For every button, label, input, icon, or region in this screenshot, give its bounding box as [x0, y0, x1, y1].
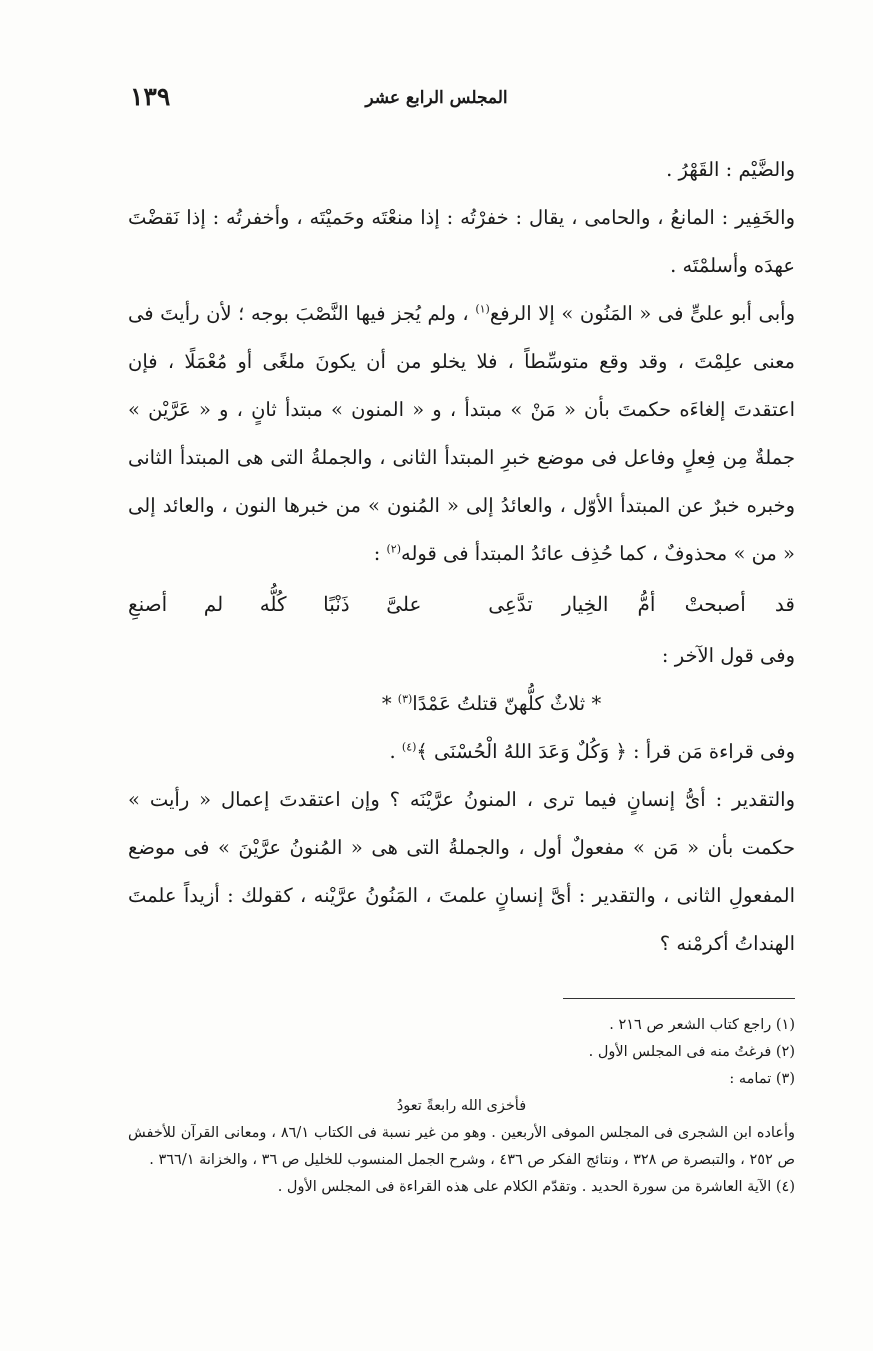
quran-reading-end: .	[389, 740, 396, 763]
footnote-ref-1: (١)	[475, 302, 490, 316]
paragraph-7: والتقدير : أىُّ إنسانٍ فيما ترى ، المنونُ عرَّيْنَه ؟ وإن اعتقدتَ إعمال « رأيت » حكمت بأن « مَن » مفعولٌ أول ، والجملةُ التى هى « المُنونُ عرَّيْنَ » فى موضع المفعولِ الثانى ، والتقدير : أىَّ إنسانٍ علمتَ ، المَنُونُ عرَّيْنه ، كقولك : أزيداً علمتَ الهنداتُ أكرمْنه ؟	[128, 788, 795, 955]
verse-first-hemistich: قد أصبحتْ أمُّ الخِيار تدَّعِى	[488, 592, 795, 616]
verse-second-hemistich: علىَّ ذَنْبًا كُلُّه لم أصنعِ	[128, 592, 422, 616]
poetry-half-line	[128, 680, 795, 728]
page-number: ١٣٩	[130, 82, 171, 111]
paragraph-3	[128, 290, 795, 578]
half-line-star: *	[381, 692, 392, 715]
paragraph-3-part-b: ، ولم يُجز فيها النَّصْبَ بوجه ؛ لأن رأيتَ فى معنى علِمْتَ ، وقد وقع متوسِّطاً ، فلا يخلو من أن يكونَ ملغًى أو مُعْمَلًا ، فإن اعتقدتَ إلغاءَه حكمتَ بأن « مَنْ » مبتدأ ، و « المنون » مبتدأ ثانٍ ، و « عَرَّيْن » جملةٌ مِن فِعلٍ وفاعل فى موضع خبرِ المبتدأ الثانى ، والجملةُ التى هى المبتدأ الثانى وخبره خبرٌ عن المبتدأ الأوّل ، والعائدُ إلى « المُنون » من خبرها النون ، والعائد إلى « من » محذوفٌ ، كما حُذِف عائدُ المبتدأ فى قوله	[128, 302, 795, 565]
paragraph-quran	[128, 728, 795, 776]
paragraph-4: وفى قول الآخر :	[661, 644, 795, 667]
footnote-4: (٤) الآية العاشرة من سورة الحديد . وتقدّم الكلام على هذه القراءة فى المجلس الأول .	[277, 1179, 795, 1195]
footnote-ref-4: (٤)	[401, 740, 417, 754]
footnote-3-text: وأعاده ابن الشجرى فى المجلس الموفى الأربعين . وهو من غير نسبة فى الكتاب ٨٦/١ ، ومعانى القرآن للأخفش ص ٢٥٢ ، والتبصرة ص ٣٢٨ ، ونتائج الفكر ص ٤٣٦ ، وشرح الجمل المنسوب للخليل ص ٣٦ ، والخزانة ٣٦٦/١ .	[128, 1125, 796, 1168]
running-title: المجلس الرابع عشر	[365, 88, 508, 108]
paragraph-3-part-a: وأبى أبو علىٍّ فى « المَنُون » إلا الرفع	[489, 302, 795, 325]
quran-reading-text: وفى قراءة مَن قرأ : ﴿ وَكُلٌ وَعَدَ اللهُ الْحُسْنَى ﴾	[416, 740, 795, 763]
paragraph-1: والضَّيْم : القَهْرُ .	[666, 158, 795, 181]
main-text	[128, 146, 795, 968]
footnote-3-quote: فأخزى الله رابعةً تعودُ	[396, 1098, 527, 1114]
footnote-3: (٣) تمامه :	[729, 1071, 795, 1087]
footnote-separator	[563, 998, 795, 999]
footnote-ref-2: (٢)	[386, 542, 401, 556]
footnotes	[128, 1012, 795, 1201]
footnote-ref-3: (٣)	[397, 692, 413, 706]
footnote-1: (١) راجع كتاب الشعر ص ٢١٦ .	[609, 1017, 795, 1033]
page-header	[130, 82, 743, 118]
poetry-verse	[128, 580, 795, 628]
half-line-text: * ثلاثٌ كلُّهنّ قتلتُ عَمْدًا	[412, 692, 602, 715]
paragraph-2: والخَفِير : المانعُ ، والحامى ، يقال : خفرْتُه : إذا منعْتَه وحَميْتَه ، وأخفرتُه : إذا نَقضْتَ عهدَه وأسلمْتَه .	[128, 206, 795, 277]
footnote-2: (٢) فرغتُ منه فى المجلس الأول .	[588, 1044, 795, 1060]
paragraph-3-part-c: :	[373, 542, 381, 565]
